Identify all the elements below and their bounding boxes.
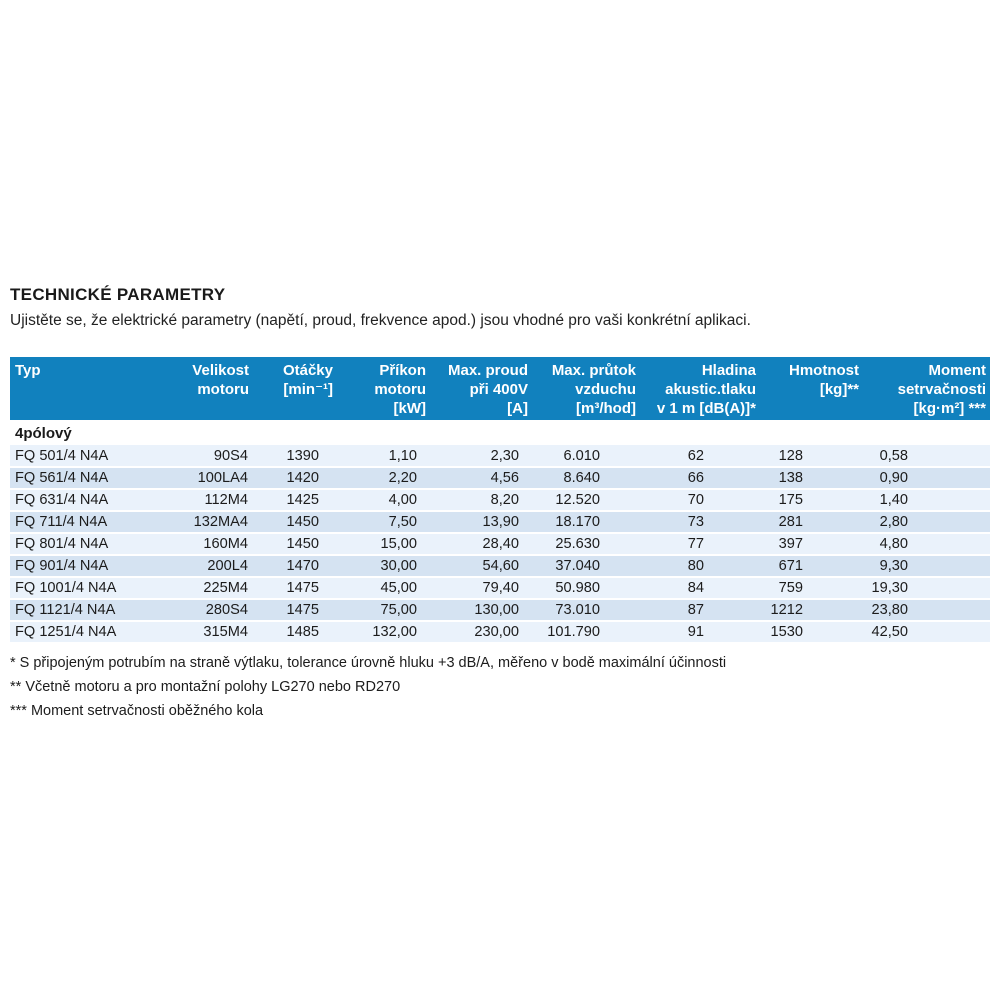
cell-value: 70 [640, 489, 760, 511]
cell-value: 2,80 [863, 511, 990, 533]
footnote-2: ** Včetně motoru a pro montažní polohy LG270 nebo RD270 [10, 679, 401, 695]
cell-value: 160M4 [165, 533, 253, 555]
cell-value: 1475 [253, 599, 337, 621]
cell-value: 1485 [253, 621, 337, 643]
column-header: Otáčky [min⁻¹] [253, 357, 337, 420]
cell-type: FQ 711/4 N4A [10, 511, 165, 533]
cell-value: 0,90 [863, 467, 990, 489]
table-row [10, 511, 990, 533]
cell-value: 9,30 [863, 555, 990, 577]
column-header: Moment setrvačnosti [kg·m²] *** [863, 357, 990, 420]
parameters-table [10, 357, 990, 644]
cell-value: 66 [640, 467, 760, 489]
cell-value: 37.040 [532, 555, 640, 577]
cell-value: 77 [640, 533, 760, 555]
cell-value: 1470 [253, 555, 337, 577]
column-header: Velikost motoru [165, 357, 253, 420]
cell-value: 84 [640, 577, 760, 599]
cell-value: 7,50 [337, 511, 430, 533]
cell-value: 200L4 [165, 555, 253, 577]
cell-value: 79,40 [430, 577, 532, 599]
cell-value: 23,80 [863, 599, 990, 621]
cell-value: 15,00 [337, 533, 430, 555]
cell-value: 50.980 [532, 577, 640, 599]
cell-value: 175 [760, 489, 863, 511]
cell-value: 1,40 [863, 489, 990, 511]
cell-value: 12.520 [532, 489, 640, 511]
cell-value: 4,80 [863, 533, 990, 555]
cell-value: 0,58 [863, 445, 990, 467]
cell-value: 90S4 [165, 445, 253, 467]
cell-value: 100LA4 [165, 467, 253, 489]
cell-value: 112M4 [165, 489, 253, 511]
cell-value: 25.630 [532, 533, 640, 555]
cell-value: 1530 [760, 621, 863, 643]
cell-value: 1450 [253, 533, 337, 555]
cell-type: FQ 631/4 N4A [10, 489, 165, 511]
cell-value: 1390 [253, 445, 337, 467]
cell-type: FQ 1001/4 N4A [10, 577, 165, 599]
cell-value: 230,00 [430, 621, 532, 643]
page-title: TECHNICKÉ PARAMETRY [10, 285, 226, 304]
cell-type: FQ 1251/4 N4A [10, 621, 165, 643]
column-header: Max. průtok vzduchu [m³/hod] [532, 357, 640, 420]
cell-value: 73 [640, 511, 760, 533]
page-subtitle: Ujistěte se, že elektrické parametry (napětí, proud, frekvence apod.) jsou vhodné pro vaši konkrétní aplikaci. [10, 312, 751, 329]
cell-value: 138 [760, 467, 863, 489]
cell-type: FQ 901/4 N4A [10, 555, 165, 577]
cell-value: 671 [760, 555, 863, 577]
table-row [10, 577, 990, 599]
cell-value: 30,00 [337, 555, 430, 577]
cell-value: 1,10 [337, 445, 430, 467]
section-row [10, 420, 990, 445]
cell-value: 8.640 [532, 467, 640, 489]
cell-value: 87 [640, 599, 760, 621]
cell-value: 45,00 [337, 577, 430, 599]
cell-value: 225M4 [165, 577, 253, 599]
cell-value: 91 [640, 621, 760, 643]
cell-value: 101.790 [532, 621, 640, 643]
cell-value: 397 [760, 533, 863, 555]
cell-value: 1425 [253, 489, 337, 511]
cell-value: 130,00 [430, 599, 532, 621]
cell-value: 42,50 [863, 621, 990, 643]
cell-type: FQ 561/4 N4A [10, 467, 165, 489]
cell-value: 1420 [253, 467, 337, 489]
cell-value: 2,20 [337, 467, 430, 489]
cell-value: 75,00 [337, 599, 430, 621]
column-header: Příkon motoru [kW] [337, 357, 430, 420]
table-row [10, 445, 990, 467]
cell-value: 28,40 [430, 533, 532, 555]
cell-value: 62 [640, 445, 760, 467]
cell-type: FQ 801/4 N4A [10, 533, 165, 555]
cell-value: 1450 [253, 511, 337, 533]
table-row [10, 467, 990, 489]
cell-value: 6.010 [532, 445, 640, 467]
footnote-3: *** Moment setrvačnosti oběžného kola [10, 703, 264, 719]
column-header: Hmotnost [kg]** [760, 357, 863, 420]
cell-value: 315M4 [165, 621, 253, 643]
cell-value: 759 [760, 577, 863, 599]
cell-value: 281 [760, 511, 863, 533]
table-header-row [10, 357, 990, 420]
table-row [10, 599, 990, 621]
cell-value: 54,60 [430, 555, 532, 577]
cell-value: 4,56 [430, 467, 532, 489]
cell-value: 128 [760, 445, 863, 467]
table-row [10, 489, 990, 511]
column-header: Hladina akustic.tlaku v 1 m [dB(A)]* [640, 357, 760, 420]
cell-value: 19,30 [863, 577, 990, 599]
cell-value: 132,00 [337, 621, 430, 643]
cell-value: 73.010 [532, 599, 640, 621]
cell-value: 132MA4 [165, 511, 253, 533]
cell-value: 8,20 [430, 489, 532, 511]
cell-value: 2,30 [430, 445, 532, 467]
cell-value: 280S4 [165, 599, 253, 621]
cell-value: 18.170 [532, 511, 640, 533]
cell-value: 4,00 [337, 489, 430, 511]
table-row [10, 555, 990, 577]
cell-value: 1212 [760, 599, 863, 621]
cell-value: 13,90 [430, 511, 532, 533]
cell-value: 1475 [253, 577, 337, 599]
footnote-1: * S připojeným potrubím na straně výtlaku, tolerance úrovně hluku +3 dB/A, měřeno v bodě maximální účinnosti [10, 655, 727, 671]
table-row [10, 533, 990, 555]
section-label: 4pólový [10, 420, 990, 445]
cell-type: FQ 501/4 N4A [10, 445, 165, 467]
column-header: Max. proud při 400V [A] [430, 357, 532, 420]
footnotes [10, 651, 726, 723]
table-row [10, 621, 990, 643]
cell-type: FQ 1121/4 N4A [10, 599, 165, 621]
cell-value: 80 [640, 555, 760, 577]
column-header: Typ [10, 357, 165, 420]
